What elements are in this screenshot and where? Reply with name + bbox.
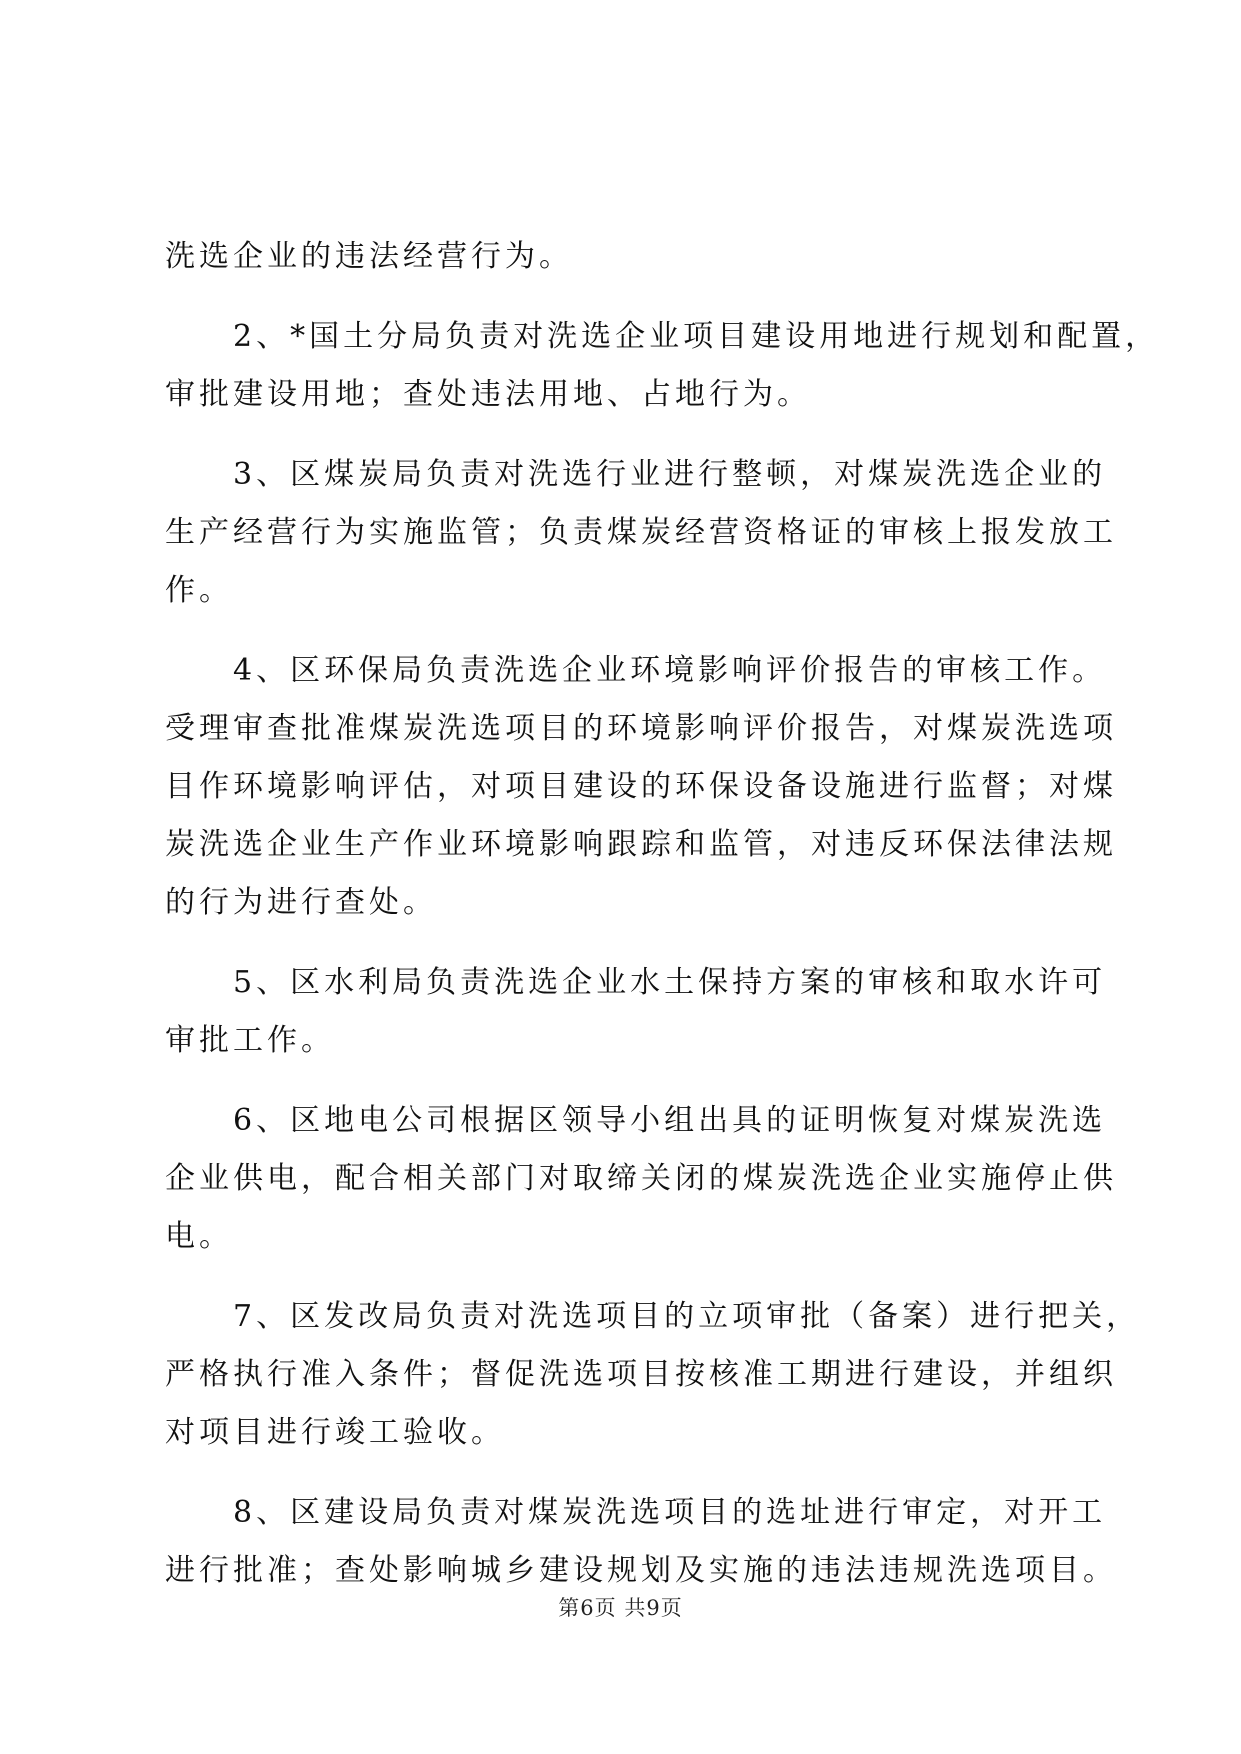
text-line: 进行批准；查处影响城乡建设规划及实施的违法违规洗选项目。 xyxy=(165,1553,1117,1588)
text-line: 4、区环保局负责洗选企业环境影响评价报告的审核工作。 xyxy=(165,653,1107,688)
text-line: 审批工作。 xyxy=(165,1023,335,1058)
text-line: 对项目进行竣工验收。 xyxy=(165,1415,505,1450)
text-line: 目作环境影响评估，对项目建设的环保设备设施进行监督；对煤 xyxy=(165,769,1117,804)
page-number-footer: 第6页 共9页 xyxy=(558,1596,683,1620)
text-line: 洗选企业的违法经营行为。 xyxy=(165,239,573,274)
text-line: 7、区发改局负责对洗选项目的立项审批（备案）进行把关， xyxy=(165,1299,1141,1334)
text-line: 审批建设用地；查处违法用地、占地行为。 xyxy=(165,377,811,412)
text-line: 8、区建设局负责对煤炭洗选项目的选址进行审定，对开工 xyxy=(165,1495,1107,1530)
text-line: 严格执行准入条件；督促洗选项目按核准工期进行建设，并组织 xyxy=(165,1357,1117,1392)
text-line: 电。 xyxy=(165,1219,233,1254)
text-line: 企业供电，配合相关部门对取缔关闭的煤炭洗选企业实施停止供 xyxy=(165,1161,1117,1196)
text-line: 生产经营行为实施监管；负责煤炭经营资格证的审核上报发放工 xyxy=(165,515,1117,550)
text-line: 5、区水利局负责洗选企业水土保持方案的审核和取水许可 xyxy=(165,965,1107,1000)
text-line: 3、区煤炭局负责对洗选行业进行整顿，对煤炭洗选企业的 xyxy=(165,457,1107,492)
text-line: 的行为进行查处。 xyxy=(165,885,437,920)
text-line: 6、区地电公司根据区领导小组出具的证明恢复对煤炭洗选 xyxy=(165,1103,1107,1138)
text-line: 受理审查批准煤炭洗选项目的环境影响评价报告，对煤炭洗选项 xyxy=(165,711,1117,746)
document-body xyxy=(165,228,1160,1600)
text-line: 炭洗选企业生产作业环境影响跟踪和监管，对违反环保法律法规 xyxy=(165,827,1117,862)
text-line: 作。 xyxy=(165,573,233,608)
text-line: 2、*国土分局负责对洗选企业项目建设用地进行规划和配置， xyxy=(165,319,1160,354)
